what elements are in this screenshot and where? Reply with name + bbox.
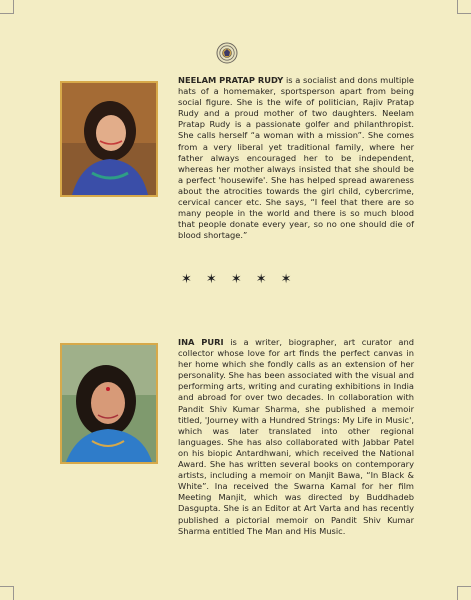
crop-mark xyxy=(0,586,14,587)
bio-text: is a socialist and dons multiple hats of a homemaker, sportsperson apart from being social figure. She is the wife of politician, Rajiv Pratap Rudy and a proud mother of two daughters. Neelam Pratap Rudy is a passionate golfer and philanthropist. She calls herself “a woman with a mission”. She comes from a very liberal yet traditional family, where her father always encouraged her to be independent, whereas her mother always insisted that she should be a perfect 'housewife'. She has helped spread awareness about the atrocities towards the girl child, cybercrime, cervical cancer etc. She says, “I feel that there are so many people in the world and there is so much blood that people donate every year, so no one should die of blood shortage.” xyxy=(178,75,414,241)
star-icon: ✶ xyxy=(230,272,242,287)
portrait-photo-ina xyxy=(60,343,158,464)
star-icon: ✶ xyxy=(205,272,217,287)
crop-mark xyxy=(0,13,14,14)
bio-name: NEELAM PRATAP RUDY xyxy=(178,75,284,85)
bio-text: is a writer, biographer, art curator and collector whose love for art finds the perfect canvas in her home which she fondly calls as an extension of her personality. She has been associated with the visual and performing arts, writing and curating exhibitions in India and abroad for over two decades. In collaboration with Pandit Shiv Kumar Sharma, she published a memoir titled, 'Journey with a Hundred Strings: My Life in Music', which was later translated into other regional languages. She has also collaborated with Jabbar Patel on his biopic Antardhwani, which received the National Award. She has written several books on contemporary artists, including a memoir on Manjit Bawa, “In Black & White”. Ina received the Swarna Kamal for her film Meeting Manjit, which was directed by Buddhadeb Dasgupta. She is an Editor at Art Varta and has recently published a pictorial memoir on Pandit Shiv Kumar Sharma entitled The Man and His Music. xyxy=(178,337,414,536)
star-icon: ✶ xyxy=(255,272,267,287)
star-separator xyxy=(181,272,292,288)
crop-mark xyxy=(13,0,14,14)
seal-emblem-icon xyxy=(216,42,238,64)
crop-mark xyxy=(457,586,471,587)
star-icon: ✶ xyxy=(280,272,292,287)
star-icon: ✶ xyxy=(181,272,192,287)
crop-mark xyxy=(457,13,471,14)
crop-mark xyxy=(457,0,458,14)
bio-ina-puri xyxy=(178,337,414,537)
bio-neelam-pratap-rudy xyxy=(178,75,414,241)
crop-mark xyxy=(457,586,458,600)
bio-name: INA PURI xyxy=(178,337,224,347)
portrait-photo-neelam xyxy=(60,81,158,197)
crop-mark xyxy=(13,586,14,600)
